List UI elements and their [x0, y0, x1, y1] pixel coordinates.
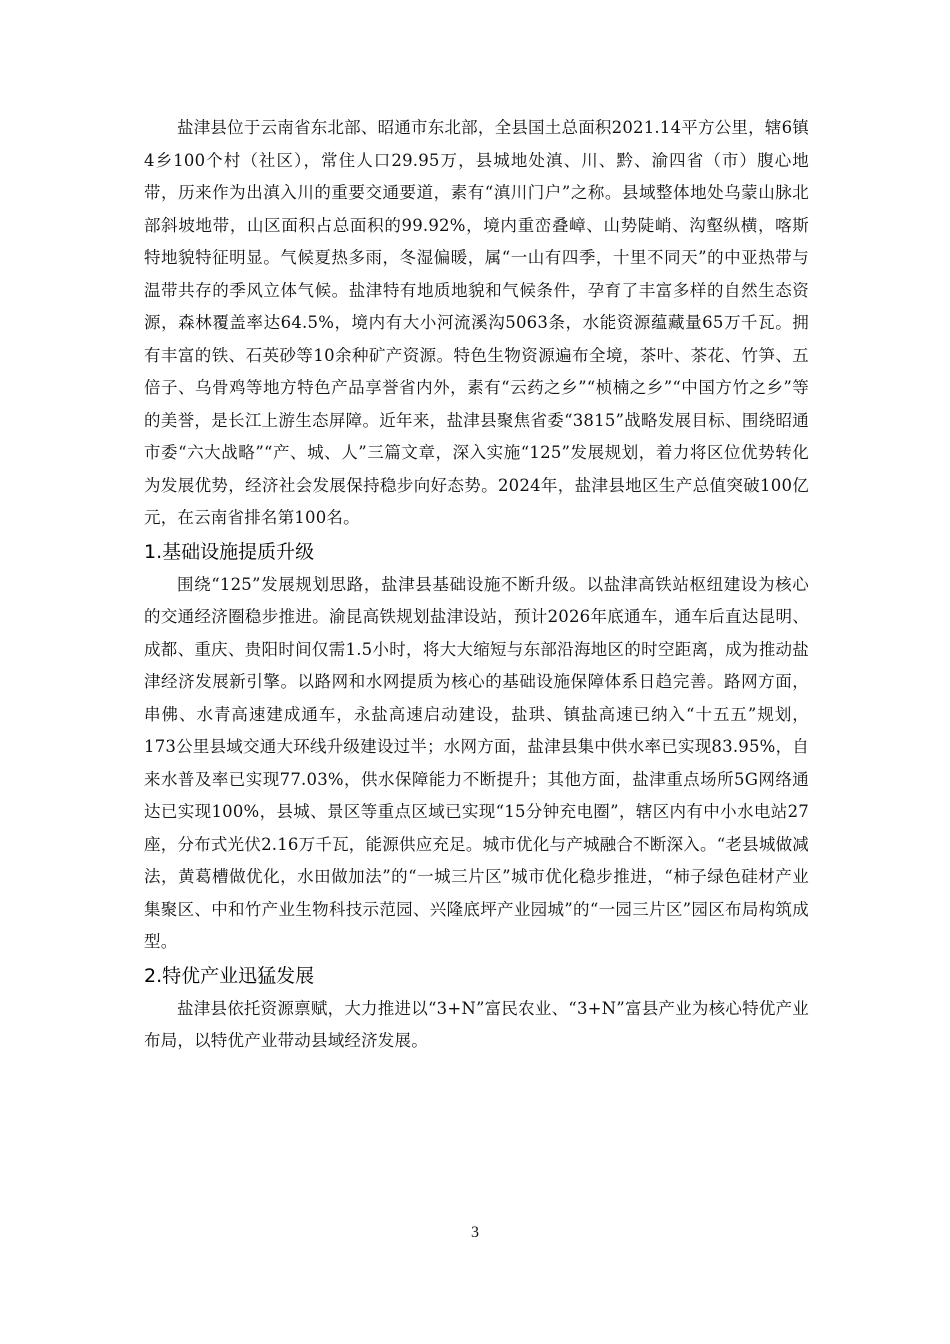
- infrastructure-paragraph: 围绕“125”发展规划思路，盐津县基础设施不断升级。以盐津高铁站枢纽建设为核心的交通经济圈稳步推进。渝昆高铁规划盐津设站，预计2026年底通车，通车后直达昆明、成都、重庆、贵阳时间仅需1.5小时，将大大缩短与东部沿海地区的时空距离，成为推动盐津经济发展新引擎。以路网和水网提质为核心的基础设施保障体系日趋完善。路网方面，串佛、水青高速建成通车，永盐高速启动建设，盐珙、镇盐高速已纳入“十五五”规划，173公里县域交通大环线升级建设过半；水网方面，盐津县集中供水率已实现83.95%，自来水普及率已实现77.03%，供水保障能力不断提升；其他方面，盐津重点场所5G网络通达已实现100%，县城、景区等重点区域已实现“15分钟充电圈”，辖区内有中小水电站27座，分布式光伏2.16万千瓦，能源供应充足。城市优化与产城融合不断深入。“老县城做减法，黄葛槽做优化，水田做加法”的“一城三片区”城市优化稳步推进，“柿子绿色硅材产业集聚区、中和竹产业生物科技示范园、兴隆底坪产业园城”的“一园三片区”园区布局构筑成型。: [144, 574, 809, 951]
- industry-paragraph: 盐津县依托资源禀赋，大力推进以“3+N”富民农业、“3+N”富县产业为核心特优产业布局，以特优产业带动县域经济发展。: [144, 998, 809, 1050]
- section-heading-industry: 2.特优产业迅猛发展: [144, 964, 315, 987]
- section-heading-infrastructure: 1.基础设施提质升级: [144, 540, 315, 563]
- intro-paragraph: 盐津县位于云南省东北部、昭通市东北部，全县国土总面积2021.14平方公里，辖6镇4乡100个村（社区），常住人口29.95万，县城地处滇、川、黔、渝四省（市）腹心地带，历来作为出滇入川的重要交通要道，素有“滇川门户”之称。县域整体地处乌蒙山脉北部斜坡地带，山区面积占总面积的99.92%，境内重峦叠嶂、山势陡峭、沟壑纵横，喀斯特地貌特征明显。气候夏热多雨，冬湿偏暖，属“一山有四季，十里不同天”的中亚热带与温带共存的季风立体气候。盐津特有地质地貌和气候条件，孕育了丰富多样的自然生态资源，森林覆盖率达64.5%，境内有大小河流溪沟5063条，水能资源蕴藏量65万千瓦。拥有丰富的铁、石英砂等10余种矿产资源。特色生物资源遍布全境，茶叶、茶花、竹笋、五倍子、乌骨鸡等地方特色产品享誉省内外，素有“云药之乡”“桢楠之乡”“中国方竹之乡”等的美誉，是长江上游生态屏障。近年来，盐津县聚焦省委“3815”战略发展目标、围绕昭通市委“六大战略”“产、城、人”三篇文章，深入实施“125”发展规划，着力将区位优势转化为发展优势，经济社会发展保持稳步向好态势。2024年，盐津县地区生产总值突破100亿元，在云南省排名第100名。: [144, 118, 809, 527]
- document-body: [144, 112, 809, 1058]
- page-number: 3: [471, 1224, 479, 1241]
